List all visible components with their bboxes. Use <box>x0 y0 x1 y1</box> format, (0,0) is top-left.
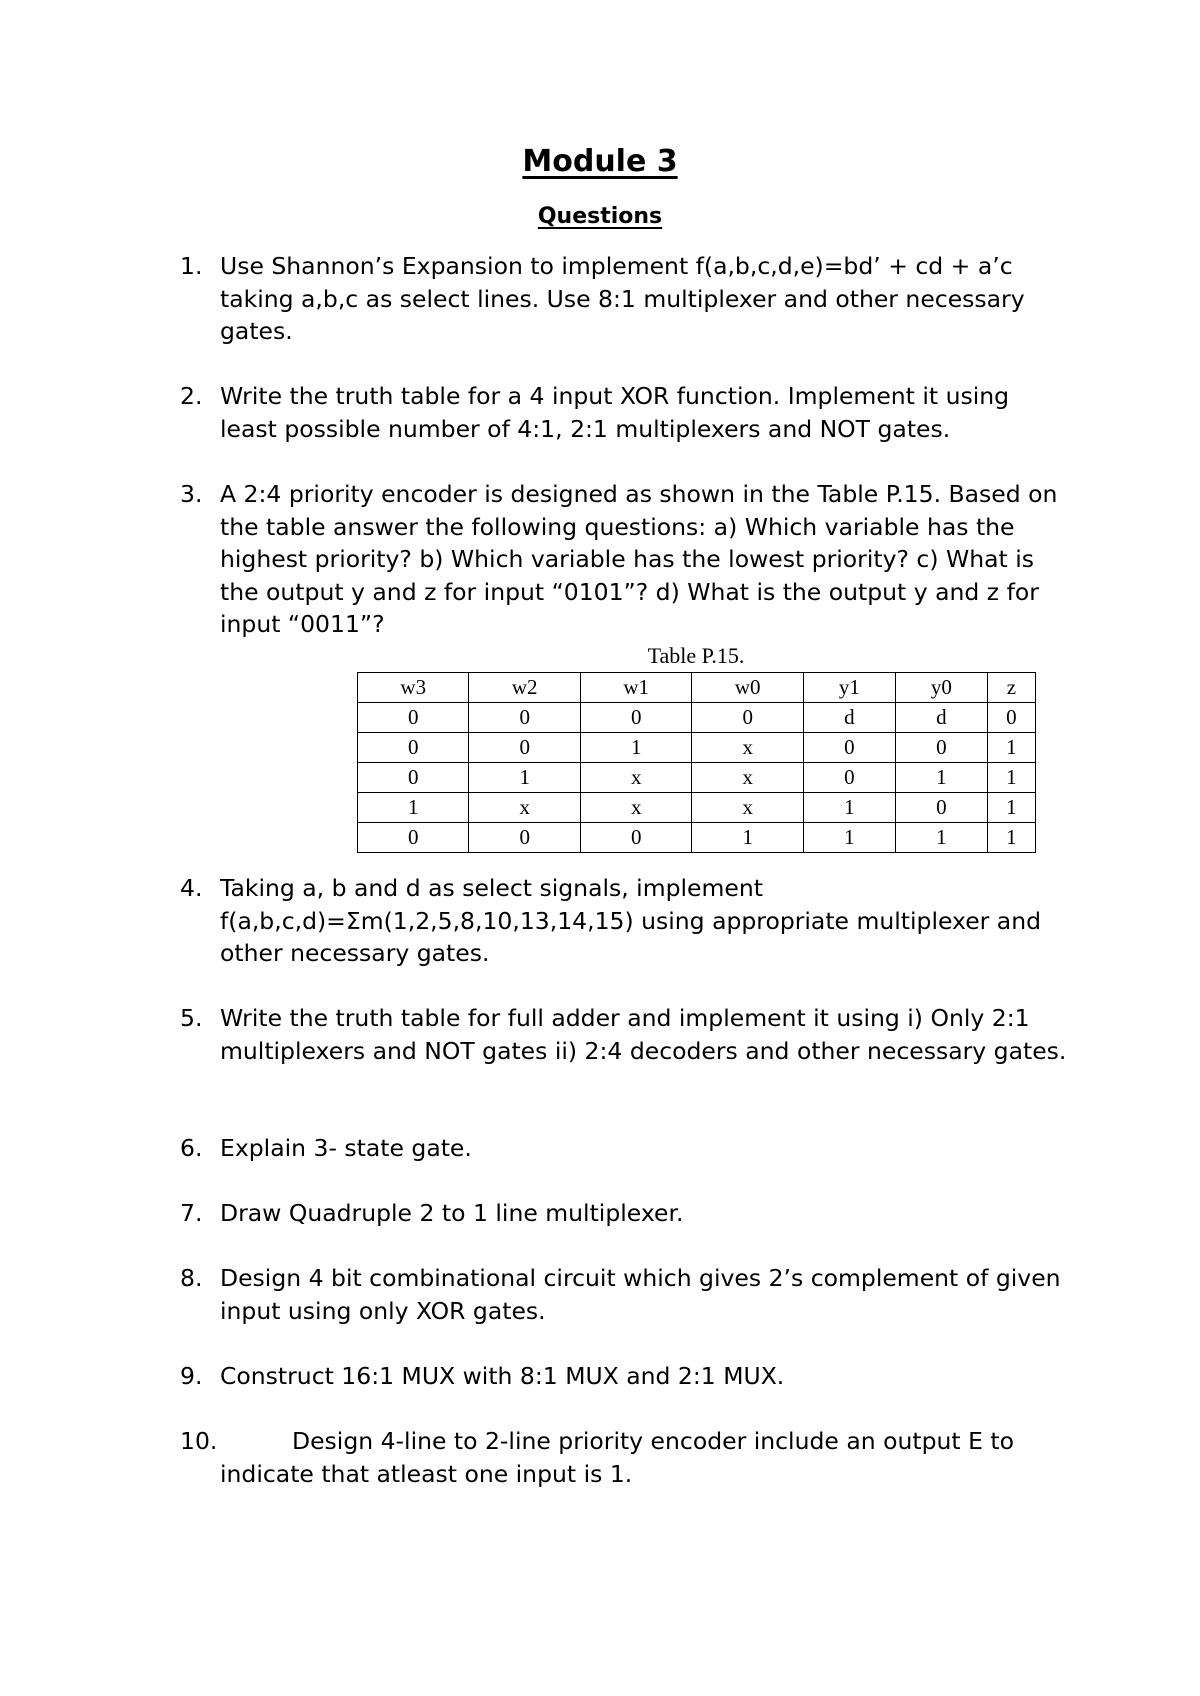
header-cell: w2 <box>469 673 580 703</box>
question-text: Taking a, b and d as select signals, implement f(a,b,c,d)=Σm(1,2,5,8,10,13,14,15) using appropriate multiplexer and other necessary gates. <box>220 874 1042 967</box>
question-9 <box>180 1360 1070 1393</box>
question-number: 6. <box>180 1134 203 1162</box>
table-cell: 0 <box>358 763 469 793</box>
question-4 <box>180 872 1070 970</box>
table-cell: 0 <box>469 703 580 733</box>
header-cell: y0 <box>895 673 987 703</box>
question-7 <box>180 1197 1070 1230</box>
truth-table <box>357 672 1036 853</box>
table-cell: 0 <box>803 733 895 763</box>
table-cell: 0 <box>580 703 691 733</box>
table-cell: 1 <box>358 793 469 823</box>
table-cell: 1 <box>895 763 987 793</box>
question-number: 8. <box>180 1264 203 1292</box>
header-cell: w3 <box>358 673 469 703</box>
question-number: 3. <box>180 480 203 508</box>
table-cell: 0 <box>895 793 987 823</box>
table-cell: x <box>580 763 691 793</box>
table-cell: x <box>692 733 803 763</box>
question-text: Write the truth table for full adder and implement it using i) Only 2:1 multiplexers and NOT gates ii) 2:4 decoders and other necessary gates. <box>220 1004 1067 1065</box>
table-cell: 0 <box>469 823 580 853</box>
question-text-line-2: indicate that atleast one input is 1. <box>220 1459 633 1488</box>
question-8 <box>180 1262 1070 1327</box>
question-text: Write the truth table for a 4 input XOR function. Implement it using least possible number of 4:1, 2:1 multiplexers and NOT gates. <box>220 382 1010 443</box>
table-cell: d <box>895 703 987 733</box>
table-cell: 0 <box>987 703 1035 733</box>
table-header-row <box>358 673 1036 703</box>
question-3 <box>180 478 1070 641</box>
table-cell: 0 <box>469 733 580 763</box>
table-cell: 1 <box>803 823 895 853</box>
table-cell: 1 <box>987 793 1035 823</box>
header-cell: w0 <box>692 673 803 703</box>
question-2 <box>180 380 1070 445</box>
header-cell: z <box>987 673 1035 703</box>
table-row <box>358 763 1036 793</box>
question-6 <box>180 1132 1070 1165</box>
page-title <box>0 142 1200 182</box>
question-text: A 2:4 priority encoder is designed as shown in the Table P.15. Based on the table answer the following questions: a) Which variable has the highest priority? b) Which variable has the lowest priority? c) What is the output y and z for input “0101”? d) What is the output y and z for input “0011”? <box>220 480 1058 638</box>
table-cell: 1 <box>692 823 803 853</box>
question-10 <box>180 1425 1070 1491</box>
table-row <box>358 823 1036 853</box>
question-number: 9. <box>180 1362 203 1390</box>
title-text: Module 3 <box>522 144 678 179</box>
question-text-line-1: Design 4-line to 2-line priority encoder include an output E to <box>292 1427 1014 1455</box>
question-number: 5. <box>180 1004 203 1032</box>
table-cell: 1 <box>987 733 1035 763</box>
question-text: Use Shannon’s Expansion to implement f(a,b,c,d,e)=bd’ + cd + a’c taking a,b,c as select lines. Use 8:1 multiplexer and other necessary gates. <box>220 252 1025 345</box>
table-cell: 1 <box>987 823 1035 853</box>
table-cell: 1 <box>803 793 895 823</box>
table-cell: 0 <box>358 703 469 733</box>
table-row <box>358 703 1036 733</box>
header-cell: y1 <box>803 673 895 703</box>
question-number: 7. <box>180 1199 203 1227</box>
question-number: 2. <box>180 382 203 410</box>
table-cell: 0 <box>803 763 895 793</box>
question-text: Draw Quadruple 2 to 1 line multiplexer. <box>220 1199 684 1227</box>
question-5 <box>180 1002 1070 1067</box>
table-cell: 0 <box>580 823 691 853</box>
table-cell: 1 <box>895 823 987 853</box>
table-cell: 0 <box>895 733 987 763</box>
subtitle-text: Questions <box>537 204 663 229</box>
question-number: 1. <box>180 252 203 280</box>
table-cell: x <box>692 793 803 823</box>
page-subtitle <box>0 202 1200 232</box>
table-cell: x <box>580 793 691 823</box>
table-cell: 0 <box>358 733 469 763</box>
table-cell: 1 <box>580 733 691 763</box>
table-cell: d <box>803 703 895 733</box>
table-cell: 0 <box>692 703 803 733</box>
question-text: Construct 16:1 MUX with 8:1 MUX and 2:1 MUX. <box>220 1362 785 1390</box>
table-cell: 1 <box>469 763 580 793</box>
question-number: 4. <box>180 874 203 902</box>
question-text: Design 4 bit combinational circuit which gives 2’s complement of given input using only XOR gates. <box>220 1264 1061 1325</box>
table-row <box>358 733 1036 763</box>
table-cell: 1 <box>987 763 1035 793</box>
header-cell: w1 <box>580 673 691 703</box>
question-text: Explain 3- state gate. <box>220 1134 472 1162</box>
table-caption: Table P.15. <box>647 643 745 668</box>
question-number: 10. <box>180 1427 218 1455</box>
table-row <box>358 793 1036 823</box>
question-1 <box>180 250 1070 348</box>
table-cell: 0 <box>358 823 469 853</box>
table-cell: x <box>469 793 580 823</box>
table-cell: x <box>692 763 803 793</box>
